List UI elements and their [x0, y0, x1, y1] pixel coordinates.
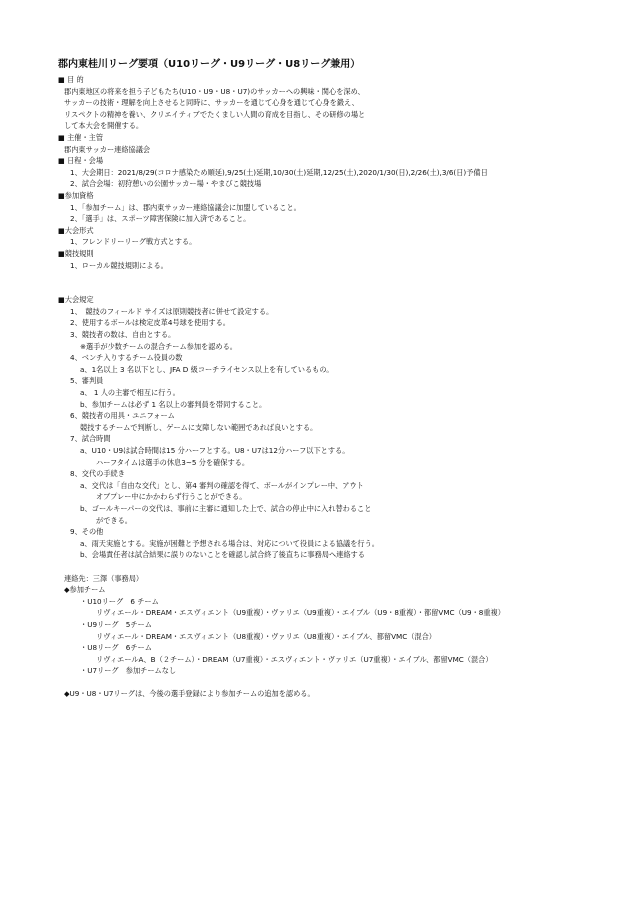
text-line: 7、試合時間 [70, 434, 111, 444]
text-line: 8、交代の手続き [70, 469, 125, 479]
section-heading: ■大会形式 [58, 225, 94, 235]
text-line: ◆U9・U8・U7リーグは、今後の選手登録により参加チームの追加を認める。 [64, 689, 315, 699]
section-regulations [58, 294, 578, 561]
text-line: b、会場責任者は試合結果に誤りのないことを確認し試合終了後直ちに事務局へ連絡する [80, 550, 365, 560]
text-line: 競技するチームで判断し、ゲームに支障しない範囲であれば良いとする。 [80, 422, 318, 432]
text-line: リスペクトの精神を養い、クリエイティブでたくましい人間の育成を目指し、その研修の場と [64, 109, 366, 119]
text-line: リヴィエール・DREAM・エスヴィエント（U8重複）・ヴァリエ（U8重複）・エイブル、都留VMC（混合） [96, 631, 436, 641]
text-line: 連絡先：三澤（事務局） [64, 573, 144, 583]
section-schedule [58, 155, 578, 190]
section-heading: ■ 主催・主管 [58, 132, 104, 142]
text-line: a、1名以上 3 名以下とし、JFA D 級コーチライセンス以上を有しているもの。 [80, 364, 334, 374]
section-heading: ■大会規定 [58, 295, 94, 305]
text-line: 3、競技者の数は、自由とする。 [70, 330, 176, 340]
document-title: 郡内東桂川リーグ要項（U10リーグ・U9リーグ・U8リーグ兼用） [58, 59, 361, 70]
text-line: リヴィエールA、B（２チーム）・DREAM（U7重複）・エスヴィエント・ヴァリエ（U7重複）・エイブル、都留VMC（混合） [96, 654, 493, 664]
text-line: a、交代は「自由な交代」とし、第4 審判の確認を得て、ボールがインプレー中、アウト [80, 480, 364, 490]
text-line: 2、「選手」は、スポーツ障害保険に加入済であること。 [70, 214, 251, 224]
text-line: b、参加チームは必ず 1 名以上の審判員を帯同すること。 [80, 399, 267, 409]
section-purpose [58, 74, 578, 132]
text-line: ※選手が少数チームの混合チーム参加を認める。 [80, 341, 237, 351]
section-rules [58, 248, 578, 271]
section-eligibility [58, 190, 578, 225]
text-line: 2、使用するボールは検定皮革4号球を使用する。 [70, 318, 230, 328]
section-organizer [58, 132, 578, 155]
section-format [58, 225, 578, 248]
text-line: 1、 競技のフィールド サイズは原則競技者に併せて設定する。 [70, 306, 274, 316]
text-line: 1、「参加チーム」は、郡内東サッカー連絡協議会に加盟していること。 [70, 202, 301, 212]
text-line: 郡内東地区の将来を担う子どもたち(U10・U9・U8・U7)のサッカーへの興味・関心を深め、 [64, 86, 365, 96]
text-line: a、U10・U9は試合時間は15 分ハーフとする。U8・U7は12分ハーフ以下とする。 [80, 446, 350, 455]
document-page [58, 58, 578, 700]
text-line: ・U9リーグ 5チーム [80, 619, 152, 629]
section-heading: ■競技規則 [58, 248, 94, 258]
text-line: ・U7リーグ 参加チームなし [80, 666, 177, 676]
text-line: ハーフタイムは選手の休息3~5 分を確保する。 [96, 457, 250, 467]
text-line: 1、ローカル競技規則による。 [70, 260, 168, 270]
text-line: 6、競技者の用具・ユニフォーム [70, 411, 175, 421]
text-line: して本大会を開催する。 [64, 121, 144, 131]
spacer [58, 271, 578, 283]
spacer [58, 561, 578, 573]
text-line: 1、フレンドリーリーグ戦方式とする。 [70, 237, 197, 247]
text-line: サッカーの技術・理解を向上させると同時に、サッカーを通じて心身を通じて心身を鍛え、 [64, 98, 359, 108]
text-line: オブプレー中にかかわらず行うことができる。 [96, 492, 247, 502]
text-line: リヴィエール・DREAM・エスヴィエント（U9重複）・ヴァリエ（U9重複）・エイブル（U9・8重複）・都留VMC（U9・8重複） [96, 608, 505, 618]
text-line: b、ゴールキーパーの交代は、事前に主審に通知した上で、試合の停止中に入れ替わること [80, 503, 372, 513]
text-line: ・U10リーグ 6 チーム [80, 596, 159, 606]
text-line: ・U8リーグ 6チーム [80, 643, 152, 653]
section-note [58, 688, 578, 700]
text-line: 2、試合会場：初狩憩いの公園サッカー場・やまびこ競技場 [70, 179, 262, 189]
text-line: ◆参加チーム [64, 585, 106, 595]
text-line: ができる。 [96, 515, 132, 525]
document-body [58, 74, 578, 700]
text-line: 9、その他 [70, 527, 104, 537]
section-heading: ■参加資格 [58, 190, 94, 200]
section-heading: ■ 目 的 [58, 75, 84, 84]
section-contact [58, 573, 578, 677]
text-line: 1、大会期日：2021/8/29(コロナ感染ため順延),9/25(土)延期,10/30(土)延期,12/25(土),2020/1/30(日),2/26(土),3/6(日)予備日 [70, 167, 488, 177]
section-heading: ■ 日程・会場 [58, 156, 104, 166]
spacer [58, 677, 578, 689]
text-line: 郡内東サッカー連絡協議会 [64, 144, 151, 154]
text-line: a、 1 人の主審で相互に行う。 [80, 388, 180, 398]
text-line: 4、ベンチ入りするチーム役員の数 [70, 353, 183, 363]
spacer [58, 283, 578, 295]
text-line: 5、審判員 [70, 376, 104, 386]
text-line: a、雨天実施とする。実施が困難と予想される場合は、対応について役員による協議を行う。 [80, 538, 379, 548]
